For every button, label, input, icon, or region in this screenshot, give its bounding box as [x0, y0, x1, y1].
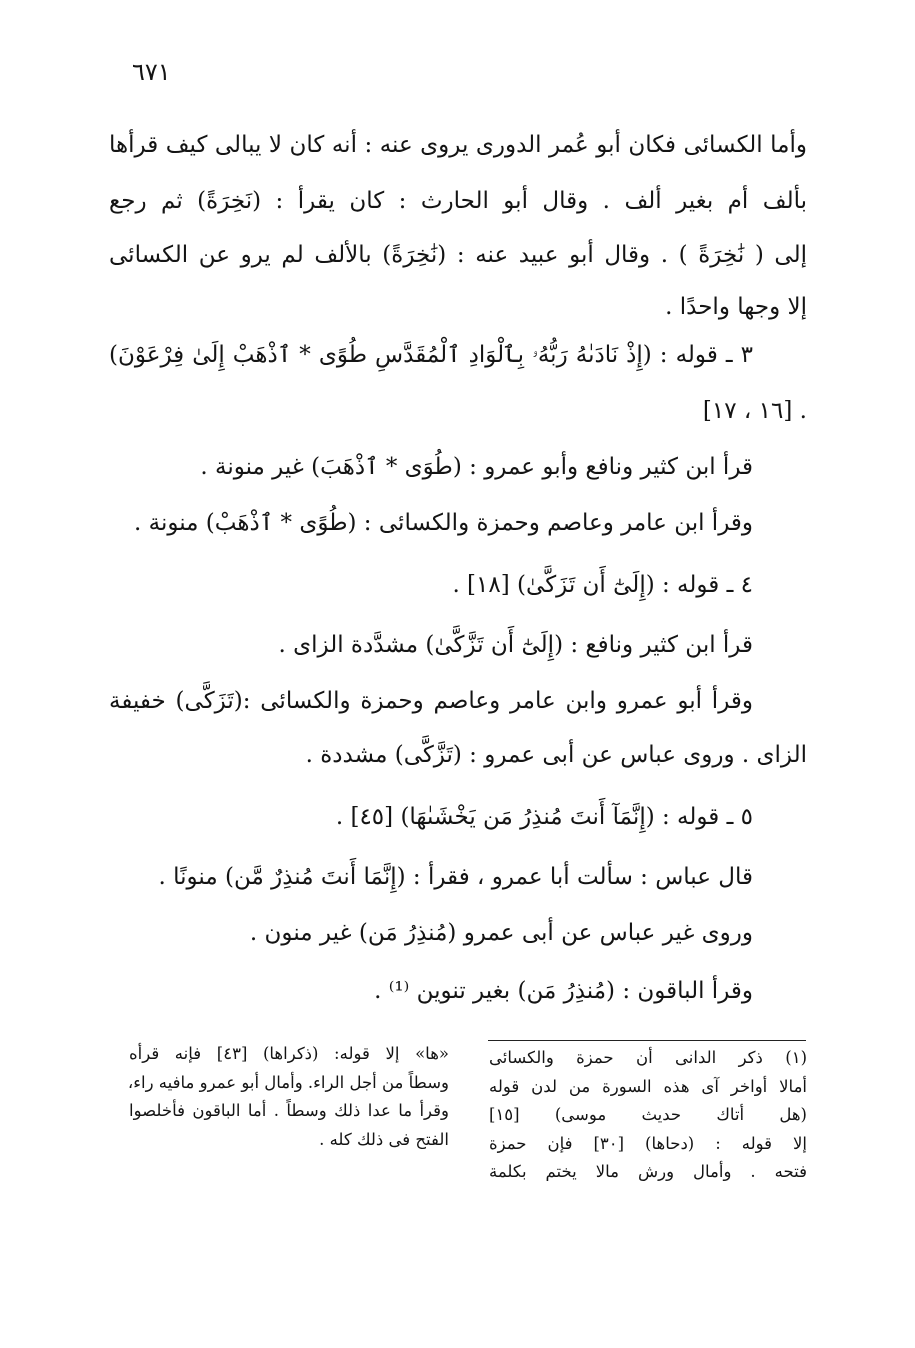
footnote-line: فتحه . وأمال ورش مالا يختم بكلمة	[489, 1162, 807, 1181]
body-line: بألف أم بغير ألف . وقال أبو الحارث : كان يقرأ : (نَخِرَةً) ثم رجع	[109, 188, 807, 214]
body-line: وروى غير عباس عن أبى عمرو (مُنذِرُ مَن) غير منون .	[249, 920, 753, 946]
footnote-column-left	[129, 1040, 449, 1154]
footnote-line: الفتح فى ذلك كله .	[319, 1129, 449, 1149]
footnote-line: إلا قوله : (دحاها) [٣٠] فإن حمزة	[489, 1133, 807, 1153]
body-line: الزاى . وروى عباس عن أبى عمرو : (تَزَّكَّى) مشددة .	[305, 742, 807, 768]
footnote-line: «ها» إلا قوله: (ذكراها) [٤٣] فإنه قرأه	[129, 1044, 449, 1063]
body-line: قال عباس : سألت أبا عمرو ، فقرأ : (إِنَّمَا أَنتَ مُنذِرٌ مَّن) منونًا .	[158, 864, 753, 890]
footnote-line: وسطاً من أجل الراء. وأمال أبو عمرو مافيه راء،	[127, 1072, 449, 1092]
verse-heading: ٣ ـ قوله : (إِذْ نَادَىٰهُ رَبُّهُۥ بِٱلْوَادِ ٱلْمُقَدَّسِ طُوًى * ٱذْهَبْ إِلَىٰ فِرْعَوْنَ)	[109, 342, 753, 368]
body-line: إلى ( نَٰخِرَةً ) . وقال أبو عبيد عنه : (نَٰخِرَةً) بالألف لم يرو عن الكسائى	[109, 242, 807, 268]
footnote-column-right	[489, 1044, 807, 1187]
footnote-line: أمالا أواخر آى هذه السورة من لدن قوله	[489, 1076, 807, 1096]
verse-reference: . [١٦ ، ١٧]	[702, 398, 807, 424]
body-line: وقرأ ابن عامر وعاصم وحمزة والكسائى : (طُوًى * ٱذْهَبْ) منونة .	[134, 510, 753, 536]
footnote-divider	[488, 1040, 806, 1041]
footnote-line: (هل أتاك حديث موسى) [١٥]	[489, 1105, 807, 1124]
body-line: إلا وجها واحدًا .	[665, 294, 807, 320]
footnote-line: وقرأ ما عدا ذلك وسطاً . أما الباقون فأخلصوا	[129, 1101, 449, 1120]
body-line: قرأ ابن كثير ونافع : (إِلَىٰٓ أَن تَزَّكَّىٰ) مشدَّدة الزاى .	[278, 632, 753, 658]
body-line: وقرأ أبو عمرو وابن عامر وعاصم وحمزة والكسائى :(تَزَكَّى) خفيفة	[109, 688, 753, 714]
body-line: وأما الكسائى فكان أبو عُمر الدورى يروى عنه : أنه كان لا يبالى كيف قرأها	[109, 132, 807, 158]
verse-heading: ٤ ـ قوله : (إِلَىٰٓ أَن تَزَكَّىٰ) [١٨] .	[452, 572, 753, 598]
verse-heading: ٥ ـ قوله : (إِنَّمَآ أَنتَ مُنذِرُ مَن يَخْشَىٰهَا) [٤٥] .	[335, 804, 753, 830]
body-line: وقرأ الباقون : (مُنذِرُ مَن) بغير تنوين ⁽¹⁾ .	[374, 978, 753, 1004]
footnote-line: (١) ذكر الدانى أن حمزة والكسائى	[489, 1048, 807, 1067]
body-line: قرأ ابن كثير ونافع وأبو عمرو : (طُوَى * ٱذْهَبَ) غير منونة .	[200, 454, 753, 480]
page-number: ٦٧١	[132, 58, 171, 86]
